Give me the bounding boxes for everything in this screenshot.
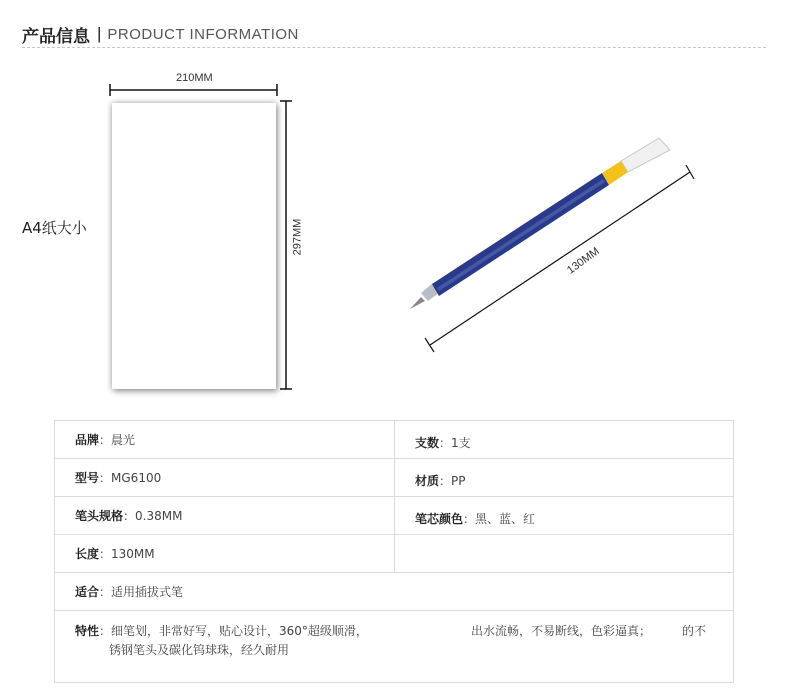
table-row (55, 535, 734, 573)
pen-refill-illustration (410, 138, 670, 309)
section-title-en: PRODUCT INFORMATION (107, 25, 299, 43)
table-row (55, 421, 734, 459)
paper-height-label: 297MM (291, 218, 304, 256)
paper-width-dimension (110, 84, 277, 96)
table-row (55, 459, 734, 497)
feature-line-2: 锈钢笔头及碳化钨球珠，经久耐用 (109, 643, 290, 657)
title-separator: | (97, 24, 102, 43)
table-row (55, 497, 734, 535)
spec-material-cell: 材质：PP (395, 459, 734, 497)
spec-count-cell: 支数：1支 (395, 421, 734, 459)
paper-height-dimension (280, 101, 292, 389)
spec-tip-size-cell: 笔头规格：0.38MM (55, 497, 395, 535)
feature-line-1-mid: 出水流畅，不易断线，色彩逼真； (471, 624, 652, 638)
paper-width-label: 210MM (176, 72, 213, 84)
table-row (55, 573, 734, 611)
spec-empty-cell (395, 535, 734, 573)
spec-model-cell: 型号：MG6100 (55, 459, 395, 497)
pen-tip (410, 297, 425, 309)
spec-length-cell: 长度：130MM (55, 535, 395, 573)
feature-line-1: 特性：细笔划，非常好写，贴心设计，360°超级顺滑， (75, 624, 368, 638)
spec-ink-color-cell: 笔芯颜色：黑、蓝、红 (395, 497, 734, 535)
spec-brand-cell: 品牌：晨光 (55, 421, 395, 459)
feature-line-1-end: 的不 (682, 624, 707, 638)
spec-table (54, 420, 734, 683)
a4-size-label: A4纸大小 (22, 219, 87, 237)
pen-cap (621, 138, 670, 172)
pen-length-label: 130MM (564, 245, 602, 277)
spec-fit-cell: 适合：适用插拔式笔 (55, 573, 734, 611)
table-row (55, 611, 734, 683)
spec-feature-cell (55, 611, 734, 683)
pen-length-dimension (425, 165, 694, 352)
section-title-cn: 产品信息 (22, 26, 90, 47)
